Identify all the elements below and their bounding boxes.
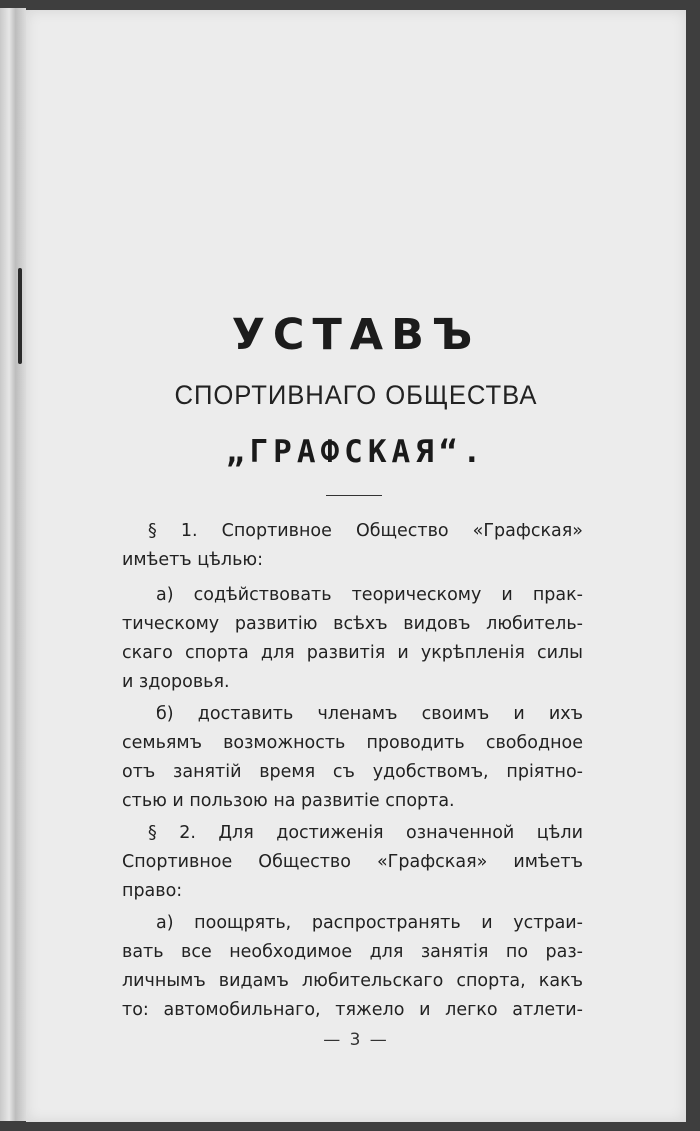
text-line: а) содѣйствовать теорическому и прак- [156, 585, 583, 605]
book-spine [0, 8, 26, 1121]
text-line: § 2. Для достиженiя означенной цѣли [148, 823, 583, 843]
text-line: тическому развитiю всѣхъ видовъ любитель- [122, 614, 583, 634]
text-line: и здоровья. [122, 672, 230, 692]
text-line: личнымъ видамъ любительскаго спорта, какъ [122, 971, 583, 991]
text-line: скаго спорта для развитiя и укрѣпленiя силы [122, 643, 583, 663]
text-line: Спортивное Общество «Графская» имѣетъ [122, 852, 583, 872]
document-title: УСТАВЪ [231, 310, 481, 360]
page-number: — 3 — [323, 1030, 389, 1050]
text-line: стью и пользою на развитiе спорта. [122, 791, 455, 811]
document-page [26, 10, 686, 1122]
text-line: отъ занятiй время съ удобствомъ, прiятно- [122, 762, 583, 782]
text-line: а) поощрять, распространять и устраи- [156, 913, 583, 933]
text-line: семьямъ возможность проводить свободное [122, 733, 583, 753]
text-line: § 1. Спортивное Общество «Графская» [148, 521, 583, 541]
document-subtitle: СПОРТИВНАГО ОБЩЕСТВА [174, 380, 538, 410]
text-line: право: [122, 881, 183, 901]
society-name: „ГРАФСКАЯ“. [225, 434, 487, 470]
text-line: то: автомобильнаго, тяжело и легко атлети- [122, 1000, 583, 1020]
title-divider [326, 495, 382, 496]
text-line: вать все необходимое для занятiя по раз- [122, 942, 583, 962]
text-line: б) доставить членамъ своимъ и ихъ [156, 704, 583, 724]
binding-mark [18, 268, 22, 364]
text-line: имѣетъ цѣлью: [122, 550, 264, 570]
